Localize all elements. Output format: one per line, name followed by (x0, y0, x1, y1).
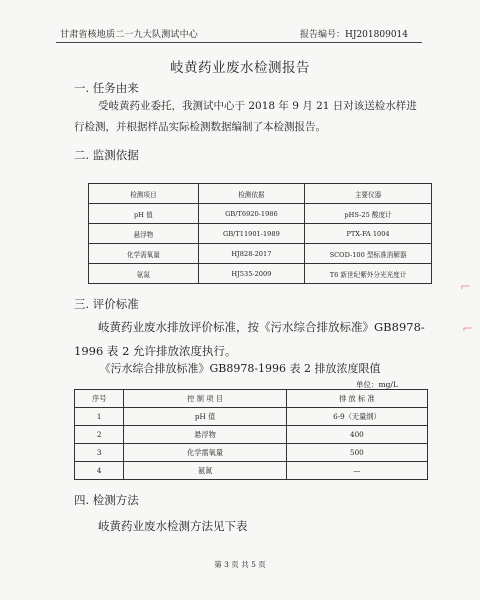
table-cell: PTX-FA 1004 (305, 224, 432, 244)
section-3-text: 岐黄药业废水排放评价标准，按《污水综合排放标准》GB8978-1996 表 2 允许排放浓度执行。 (74, 320, 425, 358)
table-cell: 氨氮 (124, 462, 286, 480)
table-cell: 悬浮物 (124, 426, 286, 444)
monitoring-basis-table (88, 183, 432, 284)
table-cell: T6 新世纪紫外分光光度计 (305, 264, 432, 284)
standard-table-caption: 《污水综合排放标准》GB8978-1996 表 2 排放浓度限值 (99, 362, 381, 375)
table-cell: HJ535-2009 (198, 264, 304, 284)
table-header-row (75, 390, 428, 408)
seal-stamp-fragment: ⌐ (462, 322, 473, 337)
table-cell: pH 值 (89, 204, 199, 224)
table-cell: 6-9（无量纲） (286, 408, 427, 426)
page-number-footer: 第 3 页 共 5 页 (214, 560, 266, 569)
table-cell: pHS-25 酸度计 (305, 204, 432, 224)
column-header: 检测项目 (89, 184, 199, 204)
table-row (89, 204, 432, 224)
column-header: 排 放 标 准 (286, 390, 427, 408)
table-cell: SCOD-100 型标准消解器 (305, 244, 432, 264)
table-row (75, 462, 428, 480)
table-cell: 氨氮 (89, 264, 199, 284)
table-cell: pH 值 (124, 408, 286, 426)
column-header: 检测依据 (198, 184, 304, 204)
header-report-number: 报告编号：HJ201809014 (300, 30, 408, 40)
section-3-heading: 三. 评价标准 (74, 297, 139, 311)
table-row (89, 244, 432, 264)
table-row (75, 444, 428, 462)
table-cell: 400 (286, 426, 427, 444)
column-header: 序号 (75, 390, 124, 408)
table-cell: 化学需氧量 (124, 444, 286, 462)
table-cell: GB/T11901-1989 (198, 224, 304, 244)
table-cell: — (286, 462, 427, 480)
section-1-text: 受岐黄药业委托，我测试中心于 2018 年 9 月 21 日对该送检水样进行检测，并根据样品实际检测数据编制了本检测报告。 (74, 100, 417, 133)
table-row (89, 224, 432, 244)
page-title: 岐黄药业废水检测报告 (170, 60, 310, 76)
section-4-text: 岐黄药业废水检测方法见下表 (98, 519, 248, 533)
unit-label: 单位：mg/L (356, 380, 398, 389)
column-header: 主要仪器 (305, 184, 432, 204)
discharge-standard-table (74, 389, 428, 480)
table-header-row (89, 184, 432, 204)
section-1-heading: 一. 任务由来 (74, 81, 139, 95)
table-cell: 4 (75, 462, 124, 480)
header-divider (56, 42, 422, 43)
table-cell: 悬浮物 (89, 224, 199, 244)
section-2-heading: 二. 监测依据 (74, 148, 139, 162)
header-organization: 甘肃省核地质二一九大队测试中心 (60, 30, 199, 40)
table-cell: HJ828-2017 (198, 244, 304, 264)
table-cell: GB/T6920-1986 (198, 204, 304, 224)
table-cell: 1 (75, 408, 124, 426)
seal-stamp-fragment: ⌐ (460, 280, 471, 295)
section-4-heading: 四. 检测方法 (74, 493, 139, 507)
table-row (89, 264, 432, 284)
table-cell: 500 (286, 444, 427, 462)
table-cell: 3 (75, 444, 124, 462)
table-cell: 2 (75, 426, 124, 444)
table-cell: 化学需氧量 (89, 244, 199, 264)
table-row (75, 408, 428, 426)
column-header: 控 制 项 目 (124, 390, 286, 408)
table-row (75, 426, 428, 444)
